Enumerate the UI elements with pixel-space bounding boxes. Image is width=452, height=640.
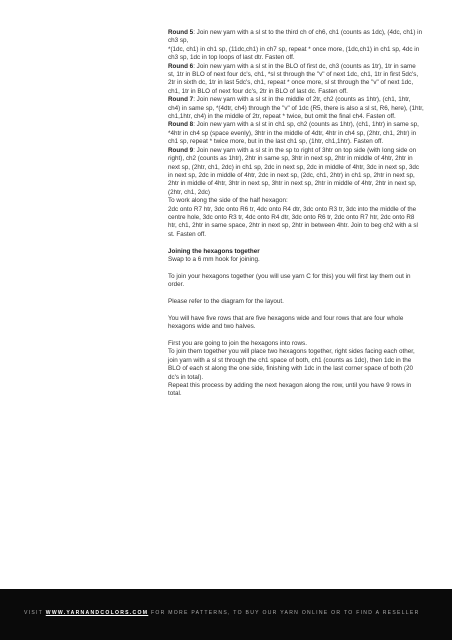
round-5 (168, 29, 424, 46)
round-8 (168, 121, 424, 146)
round-5-continued (168, 46, 424, 63)
website-link[interactable]: WWW.YARNANDCOLORS.COM (45, 610, 149, 616)
joining-paragraph-6: Repeat this process by adding the next hexagon along the row, until you have 9 rows in total. (168, 381, 412, 398)
half-hexagon-text: 2dc onto R7 htr, 3dc onto R6 tr, 4dc onto R4 dtr, 3dc onto R3 tr, 3dc into the middle of the centre hole, 3dc onto R3 tr, 4dc onto R4 dtr, 3dc onto R6 tr, 2dc onto R7 htr, 2dc onto R8 htr, ch1, 2htr in same space, 2htr in next sp, 2htr in between 4htr. Join to beg ch2 with a sl st. Fasten off. (168, 205, 418, 238)
half-hexagon-intro: To work along the side of the half hexagon: (168, 197, 288, 205)
round-7 (168, 96, 424, 121)
round-5-label: Round 5 (168, 29, 194, 36)
round-8-label: Round 8 (168, 121, 194, 129)
round-9-text: : Join new yarn with a sl st in the sp to right of 3htr on top side (with long side on right), ch2 (counts as 1htr), 2htr in same sp, 3htr in next sp, 2htr in middle of 4htr, 2htr in next sp, (2htr, ch1, 2dc) in ch1 sp, 2dc in next sp, 2dc in middle of 4htr, 3dc in next sp, 3dc in next sp, 2dc in middle of 4htr, 2dc in next sp, (2dc, ch1, 2htr) in ch1 sp, 2htr in next sp, 2htr in middle of 4htr, 3htr in next sp, 3htr in next sp, 2htr in middle of 4htr, 2htr in next sp, (2htr, ch1, 2dc) (168, 146, 419, 196)
round-7-text: : Join new yarn with a sl st in the middle of 2tr, ch2 (counts as 1htr), (ch1, 1htr, ch4) in same sp, *(4dtr, ch4) through the "v" of 1dc (R5, there is also a sl st, R6, here), (1htr, ch1,1htr, ch4) in the middle of 2tr, repeat * twice, but omit the final ch4. Fasten off. (168, 96, 424, 121)
spacer (168, 239, 424, 247)
round-8-text: : Join new yarn with a sl st in ch1 sp, ch2 (counts as 1htr), (ch1, 1htr) in same sp, *4htr in ch4 sp (space evenly), 3htr in the middle of 4dtr, 4htr in ch4 sp, (2htr, ch1, 2htr) in ch1 sp, repeat * twice more, but in the last ch1 sp, (1htr, ch1,1htr). Fasten off. (168, 121, 419, 146)
footer-visit: VISIT (24, 610, 46, 616)
spacer (168, 264, 424, 272)
round-6 (168, 63, 424, 97)
footer-bar (0, 589, 452, 640)
round-5-continued-text: *(1dc, ch1) in ch1 sp, (11dc,ch1) in ch7 sp, repeat * once more, (1dc,ch1) in ch1 sp, 4dc in ch3 sp, 1dc in top loops of last dtr. Fasten off. (168, 45, 420, 62)
round-6-label: Round 6 (168, 62, 194, 70)
pattern-text (168, 29, 424, 399)
section-title-joining: Joining the hexagons together (168, 247, 260, 255)
spacer (168, 290, 424, 298)
round-9-label: Round 9 (168, 146, 194, 154)
joining-paragraph-2: Please refer to the diagram for the layout. (168, 297, 284, 305)
footer-rest: FOR MORE PATTERNS, TO BUY OUR YARN ONLINE OR TO FIND A RESELLER (148, 610, 420, 616)
joining-paragraph-1: To join your hexagons together (you will use yarn C for this) you will first lay them out in order. (168, 272, 411, 289)
joining-paragraph-4: First you are going to join the hexagons into rows. (168, 339, 307, 347)
round-6-text: : Join new yarn with a sl st in the BLO of first dc, ch3 (counts as 1tr), 1tr in same st, 1tr in BLO of next four dc's, ch1, *sl st through the "v" of next 1dc, ch1, 1tr in first 5dc's, 2tr in sixth dc, 1tr in last 5dc's, ch1, repeat * once more, sl st through the "v" of next 1dc, ch1, 1tr in BLO of next four dc's, 2tr in BLO of last dc. Fasten off. (168, 62, 419, 95)
round-5-text: : Join new yarn with a sl st to the third ch of ch6, ch1 (counts as 1dc), (4dc, ch1) in ch3 sp, (168, 29, 423, 45)
joining-hook: Swap to a 6 mm hook for joining. (168, 255, 260, 263)
round-9 (168, 147, 424, 197)
joining-paragraph-5: To join them together you will place two hexagons together, right sides facing each other, join yarn with a sl st through the ch1 space of both, ch1 (counts as 1dc), then 1dc in the BLO of each st along the one side, finishing with 1dc in the last corner space of both (20 dc's in total). (168, 348, 415, 381)
joining-paragraph-3: You will have five rows that are five hexagons wide and four rows that are four whole hexagons wide and two halves. (168, 314, 404, 331)
footer-text (24, 610, 420, 616)
round-7-label: Round 7 (168, 96, 194, 104)
spacer (168, 306, 424, 314)
spacer (168, 332, 424, 340)
